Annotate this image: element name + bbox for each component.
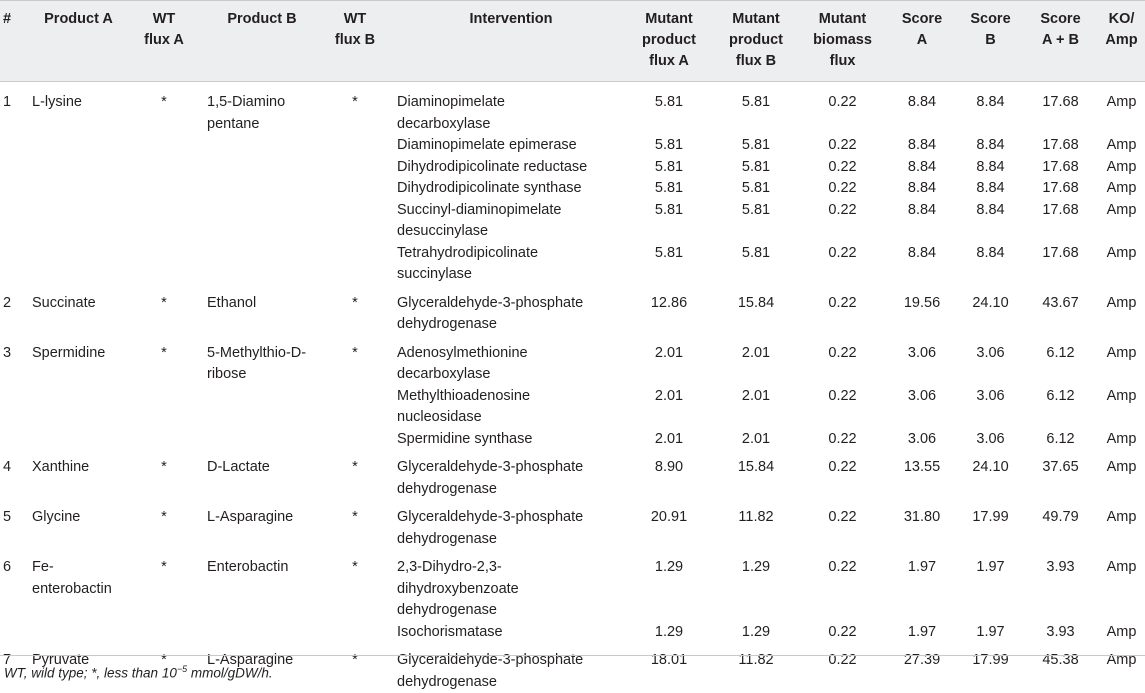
biomass-flux-cell: 0.22 [799,386,886,429]
mutant-flux-a-cell: 5.81 [625,82,713,136]
wt-flux-a-cell: * [125,550,203,622]
empty-cell [28,386,125,429]
score-b-cell: 3.06 [958,336,1023,386]
score-b-cell: 8.84 [958,178,1023,200]
mutant-flux-a-cell: 5.81 [625,243,713,286]
header-product-a: Product A [28,1,125,82]
mutant-flux-b-cell: 2.01 [713,336,799,386]
product-a-cell: L-lysine [28,82,125,136]
wt-flux-a-cell: * [125,643,203,693]
empty-cell [0,178,28,200]
row-number: 3 [0,336,28,386]
product-b-cell: 5-Methylthio-D- ribose [203,336,317,386]
biomass-flux-cell: 0.22 [799,622,886,644]
empty-cell [203,178,317,200]
score-a-cell: 8.84 [886,135,958,157]
score-ab-cell: 6.12 [1023,386,1098,429]
header-intervention: Intervention [393,1,625,82]
mutant-flux-b-cell: 5.81 [713,135,799,157]
header-score-b: Score B [958,1,1023,82]
empty-cell [28,622,125,644]
score-a-cell: 27.39 [886,643,958,693]
ko-amp-cell: Amp [1098,386,1145,429]
header-mutant-flux-b: Mutant product flux B [713,1,799,82]
header-product-b: Product B [203,1,317,82]
score-ab-cell: 3.93 [1023,550,1098,622]
ko-amp-cell: Amp [1098,135,1145,157]
ko-amp-cell: Amp [1098,178,1145,200]
empty-cell [317,157,393,179]
empty-cell [0,135,28,157]
table-row [0,450,1145,500]
mutant-flux-a-cell: 2.01 [625,386,713,429]
score-ab-cell: 45.38 [1023,643,1098,693]
score-ab-cell: 43.67 [1023,286,1098,336]
empty-cell [203,200,317,243]
wt-flux-a-cell: * [125,336,203,386]
score-b-cell: 17.99 [958,500,1023,550]
biomass-flux-cell: 0.22 [799,500,886,550]
wt-flux-a-cell: * [125,82,203,136]
ko-amp-cell: Amp [1098,500,1145,550]
empty-cell [0,386,28,429]
row-number: 4 [0,450,28,500]
intervention-cell: Glyceraldehyde-3-phosphate dehydrogenase [393,500,625,550]
mutant-flux-a-cell: 5.81 [625,157,713,179]
score-ab-cell: 17.68 [1023,178,1098,200]
empty-cell [28,429,125,451]
score-a-cell: 13.55 [886,450,958,500]
biomass-flux-cell: 0.22 [799,135,886,157]
score-b-cell: 24.10 [958,286,1023,336]
biomass-flux-cell: 0.22 [799,286,886,336]
intervention-cell: Glyceraldehyde-3-phosphate dehydrogenase [393,286,625,336]
ko-amp-cell: Amp [1098,157,1145,179]
intervention-cell: Spermidine synthase [393,429,625,451]
table-row [0,135,1145,157]
mutant-flux-a-cell: 12.86 [625,286,713,336]
biomass-flux-cell: 0.22 [799,157,886,179]
header-wt-flux-b: WT flux B [317,1,393,82]
empty-cell [0,200,28,243]
empty-cell [0,429,28,451]
score-ab-cell: 6.12 [1023,429,1098,451]
wt-flux-a-cell: * [125,286,203,336]
table-row [0,622,1145,644]
ko-amp-cell: Amp [1098,336,1145,386]
score-a-cell: 1.97 [886,622,958,644]
wt-flux-b-cell: * [317,450,393,500]
score-ab-cell: 17.68 [1023,243,1098,286]
product-b-cell: D-Lactate [203,450,317,500]
biomass-flux-cell: 0.22 [799,550,886,622]
empty-cell [203,622,317,644]
ko-amp-cell: Amp [1098,286,1145,336]
ko-amp-cell: Amp [1098,200,1145,243]
product-a-cell: Pyruvate [28,643,125,693]
ko-amp-cell: Amp [1098,82,1145,136]
score-b-cell: 8.84 [958,135,1023,157]
header-ko-amp: KO/ Amp [1098,1,1145,82]
header-score-ab: Score A + B [1023,1,1098,82]
empty-cell [125,243,203,286]
intervention-cell: Methylthioadenosine nucleosidase [393,386,625,429]
empty-cell [0,157,28,179]
table-row [0,82,1145,136]
ko-amp-cell: Amp [1098,550,1145,622]
score-a-cell: 3.06 [886,386,958,429]
mutant-flux-b-cell: 5.81 [713,178,799,200]
ko-amp-cell: Amp [1098,243,1145,286]
mutant-flux-a-cell: 2.01 [625,429,713,451]
intervention-cell: Diaminopimelate decarboxylase [393,82,625,136]
mutant-flux-a-cell: 8.90 [625,450,713,500]
mutant-flux-b-cell: 15.84 [713,286,799,336]
product-b-cell: 1,5-Diamino pentane [203,82,317,136]
product-a-cell: Glycine [28,500,125,550]
empty-cell [28,243,125,286]
table-header [0,1,1145,82]
product-b-cell: Ethanol [203,286,317,336]
row-number: 2 [0,286,28,336]
mutant-flux-b-cell: 2.01 [713,386,799,429]
score-b-cell: 1.97 [958,622,1023,644]
empty-cell [203,429,317,451]
empty-cell [125,622,203,644]
ko-amp-cell: Amp [1098,622,1145,644]
ko-amp-cell: Amp [1098,450,1145,500]
biomass-flux-cell: 0.22 [799,178,886,200]
mutant-flux-b-cell: 1.29 [713,622,799,644]
product-b-cell: L-Asparagine [203,500,317,550]
wt-flux-b-cell: * [317,643,393,693]
empty-cell [28,178,125,200]
table-bottom-rule [0,655,1145,656]
row-number: 7 [0,643,28,693]
mutant-flux-b-cell: 5.81 [713,200,799,243]
ko-amp-cell: Amp [1098,429,1145,451]
wt-flux-a-cell: * [125,500,203,550]
row-number: 6 [0,550,28,622]
product-a-cell: Succinate [28,286,125,336]
empty-cell [28,200,125,243]
score-ab-cell: 17.68 [1023,82,1098,136]
empty-cell [0,243,28,286]
empty-cell [317,243,393,286]
table-row [0,178,1145,200]
intervention-cell: Glyceraldehyde-3-phosphate dehydrogenase [393,643,625,693]
mutant-flux-b-cell: 5.81 [713,82,799,136]
biomass-flux-cell: 0.22 [799,429,886,451]
empty-cell [28,135,125,157]
score-ab-cell: 6.12 [1023,336,1098,386]
empty-cell [317,622,393,644]
mutant-flux-b-cell: 11.82 [713,500,799,550]
biomass-flux-cell: 0.22 [799,643,886,693]
score-a-cell: 3.06 [886,336,958,386]
empty-cell [317,135,393,157]
wt-flux-b-cell: * [317,82,393,136]
mutant-flux-a-cell: 1.29 [625,622,713,644]
intervention-cell: 2,3-Dihydro-2,3- dihydroxybenzoate dehydrogenase [393,550,625,622]
score-b-cell: 17.99 [958,643,1023,693]
intervention-cell: Dihydrodipicolinate reductase [393,157,625,179]
score-ab-cell: 17.68 [1023,157,1098,179]
header-row [0,1,1145,82]
header-mutant-flux-a: Mutant product flux A [625,1,713,82]
empty-cell [0,622,28,644]
intervention-cell: Isochorismatase [393,622,625,644]
empty-cell [317,178,393,200]
mutant-flux-a-cell: 1.29 [625,550,713,622]
table-row [0,336,1145,386]
empty-cell [203,157,317,179]
score-a-cell: 1.97 [886,550,958,622]
score-a-cell: 8.84 [886,243,958,286]
header-num: # [0,1,28,82]
mutant-flux-a-cell: 20.91 [625,500,713,550]
table-body [0,82,1145,693]
mutant-flux-b-cell: 11.82 [713,643,799,693]
empty-cell [317,429,393,451]
mutant-flux-a-cell: 2.01 [625,336,713,386]
empty-cell [125,135,203,157]
score-a-cell: 8.84 [886,200,958,243]
intervention-cell: Diaminopimelate epimerase [393,135,625,157]
intervention-cell: Dihydrodipicolinate synthase [393,178,625,200]
empty-cell [125,200,203,243]
mutant-flux-b-cell: 1.29 [713,550,799,622]
empty-cell [125,178,203,200]
table-row [0,386,1145,429]
score-b-cell: 8.84 [958,157,1023,179]
table-row [0,157,1145,179]
score-ab-cell: 17.68 [1023,200,1098,243]
table-row [0,550,1145,622]
biomass-flux-cell: 0.22 [799,243,886,286]
mutant-flux-b-cell: 15.84 [713,450,799,500]
empty-cell [203,243,317,286]
empty-cell [203,386,317,429]
header-biomass-flux: Mutant biomass flux [799,1,886,82]
intervention-cell: Adenosylmethionine decarboxylase [393,336,625,386]
score-ab-cell: 49.79 [1023,500,1098,550]
table-row [0,200,1145,243]
intervention-cell: Glyceraldehyde-3-phosphate dehydrogenase [393,450,625,500]
product-a-cell: Fe- enterobactin [28,550,125,622]
table-row [0,243,1145,286]
table-row [0,286,1145,336]
intervention-cell: Succinyl-diaminopimelate desuccinylase [393,200,625,243]
wt-flux-b-cell: * [317,336,393,386]
empty-cell [125,157,203,179]
score-b-cell: 1.97 [958,550,1023,622]
score-b-cell: 24.10 [958,450,1023,500]
ko-amp-cell: Amp [1098,643,1145,693]
score-a-cell: 8.84 [886,157,958,179]
score-b-cell: 8.84 [958,243,1023,286]
biomass-flux-cell: 0.22 [799,200,886,243]
empty-cell [317,200,393,243]
biomass-flux-cell: 0.22 [799,82,886,136]
score-ab-cell: 17.68 [1023,135,1098,157]
score-a-cell: 8.84 [886,82,958,136]
table-footnote: WT, wild type; *, less than $10^{-5}$ mmol/gDW/h. [4,664,273,681]
score-ab-cell: 3.93 [1023,622,1098,644]
score-a-cell: 8.84 [886,178,958,200]
score-a-cell: 31.80 [886,500,958,550]
score-a-cell: 3.06 [886,429,958,451]
empty-cell [203,135,317,157]
score-b-cell: 8.84 [958,200,1023,243]
mutant-flux-a-cell: 5.81 [625,135,713,157]
product-a-cell: Spermidine [28,336,125,386]
empty-cell [125,429,203,451]
wt-flux-b-cell: * [317,500,393,550]
row-number: 5 [0,500,28,550]
empty-cell [28,157,125,179]
score-b-cell: 3.06 [958,429,1023,451]
mutant-flux-a-cell: 18.01 [625,643,713,693]
wt-flux-b-cell: * [317,550,393,622]
mutant-flux-b-cell: 2.01 [713,429,799,451]
empty-cell [317,386,393,429]
row-number: 1 [0,82,28,136]
mutant-flux-b-cell: 5.81 [713,243,799,286]
mutant-flux-a-cell: 5.81 [625,178,713,200]
header-score-a: Score A [886,1,958,82]
score-b-cell: 8.84 [958,82,1023,136]
empty-cell [125,386,203,429]
mutant-flux-a-cell: 5.81 [625,200,713,243]
biomass-flux-cell: 0.22 [799,336,886,386]
score-a-cell: 19.56 [886,286,958,336]
product-a-cell: Xanthine [28,450,125,500]
wt-flux-b-cell: * [317,286,393,336]
table-row [0,429,1145,451]
biomass-flux-cell: 0.22 [799,450,886,500]
wt-flux-a-cell: * [125,450,203,500]
score-ab-cell: 37.65 [1023,450,1098,500]
score-b-cell: 3.06 [958,386,1023,429]
product-b-cell: Enterobactin [203,550,317,622]
mutant-flux-b-cell: 5.81 [713,157,799,179]
intervention-cell: Tetrahydrodipicolinate succinylase [393,243,625,286]
header-wt-flux-a: WT flux A [125,1,203,82]
product-b-cell: L-Asparagine [203,643,317,693]
table-row [0,500,1145,550]
